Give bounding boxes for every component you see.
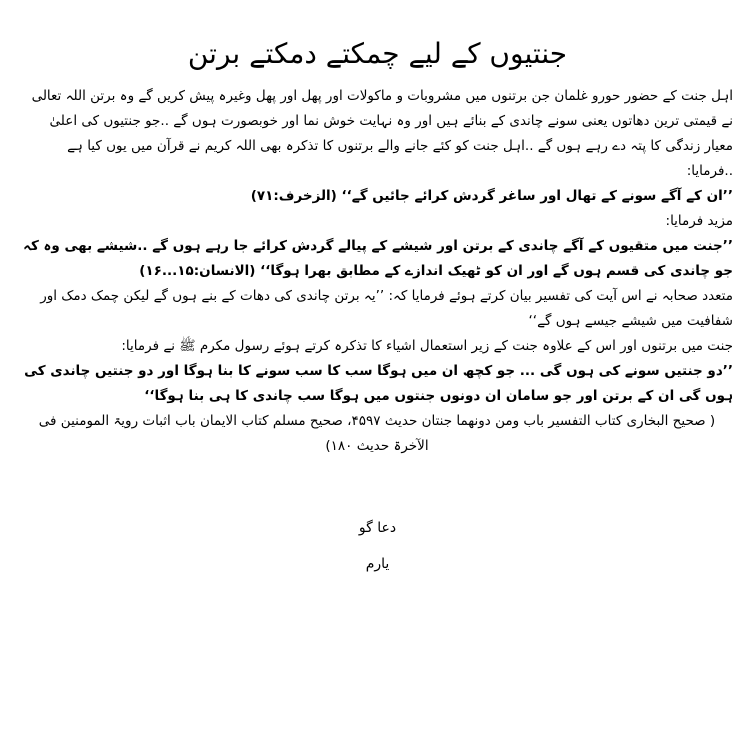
paragraph-quran-verse-1: ’’ان کے آگے سونے کے تھال اور ساغر گردش کرائے جائیں گے‘‘ (الزخرف:۷۱) (250, 188, 733, 204)
paragraph-more-said: مزید فرمایا: (665, 213, 733, 229)
document-title: جنتیوں کے لیے چمکتے دمکتے برتن (187, 37, 568, 70)
paragraph-hadith: ’’دو جنتیں سونے کی ہوں گی ... جو کچھ ان میں ہوگا سب کا سب سونے کا بنا ہوگا اور دو جنتیں چاندی کی ہوں گی ان کے برتن اور جو سامان ان دونوں جنتوں میں ہوگا سب چاندی کا ہی بنا ہوگا‘‘ (24, 363, 733, 404)
signoff-line-1: دعا گو (358, 520, 397, 536)
paragraph-quran-verse-2: ’’جنت میں متقیوں کے آگے چاندی کے برتن اور شیشے کے پیالے گردش کرائے جا رہے ہوں گے ..شیشے بھی وہ کہ جو چاندی کی قسم ہوں گے اور ان کو ٹھیک اندازے کے مطابق بھرا ہوگا‘‘ (الانسان:۱۵...۱۶) (23, 238, 733, 279)
signoff-line-2: یارم (365, 556, 390, 572)
document-body (21, 84, 733, 459)
paragraph-companions-commentary: متعدد صحابہ نے اس آیت کی تفسیر بیان کرتے ہوئے فرمایا کہ: ’’یہ برتن چاندی کی دھات کے بنے ہوں گے لیکن چمک دمک اور شفافیت میں شیشے جیسے ہوں گے‘‘ (40, 288, 733, 329)
paragraph-hadith-reference: ( صحیح البخاری کتاب التفسیر باب ومن دونھما جنتان حدیث ۴۵۹۷، صحیح مسلم کتاب الایمان باب اثبات رویۃ المومنین فی الآخرۃ حدیث ۱۸۰) (38, 413, 716, 454)
paragraph-prophet-mention: جنت میں برتنوں اور اس کے علاوہ جنت کے زیر استعمال اشیاء کا تذکرہ کرتے ہوئے رسول مکرم ﷺ نے فرمایا: (121, 338, 733, 354)
paragraph-intro: اہل جنت کے حضور حورو غلمان جن برتنوں میں مشروبات و ماکولات اور پھل اور پھل وغیرہ پیش کریں گے وہ برتن اللہ تعالی نے قیمتی ترین دھاتوں یعنی سونے چاندی کے بنائے ہیں اور وہ نہایت خوش نما اور خوبصورت ہوں گے ..جو جنتیوں کی اعلیٰ معیار زندگی کا پتہ دے رہے ہوں گے ..اہل جنت کو کئے جانے والے برتنوں کا تذکرہ بھی اللہ کریم نے قرآن میں یوں کیا ہے ..فرمایا: (31, 88, 733, 179)
